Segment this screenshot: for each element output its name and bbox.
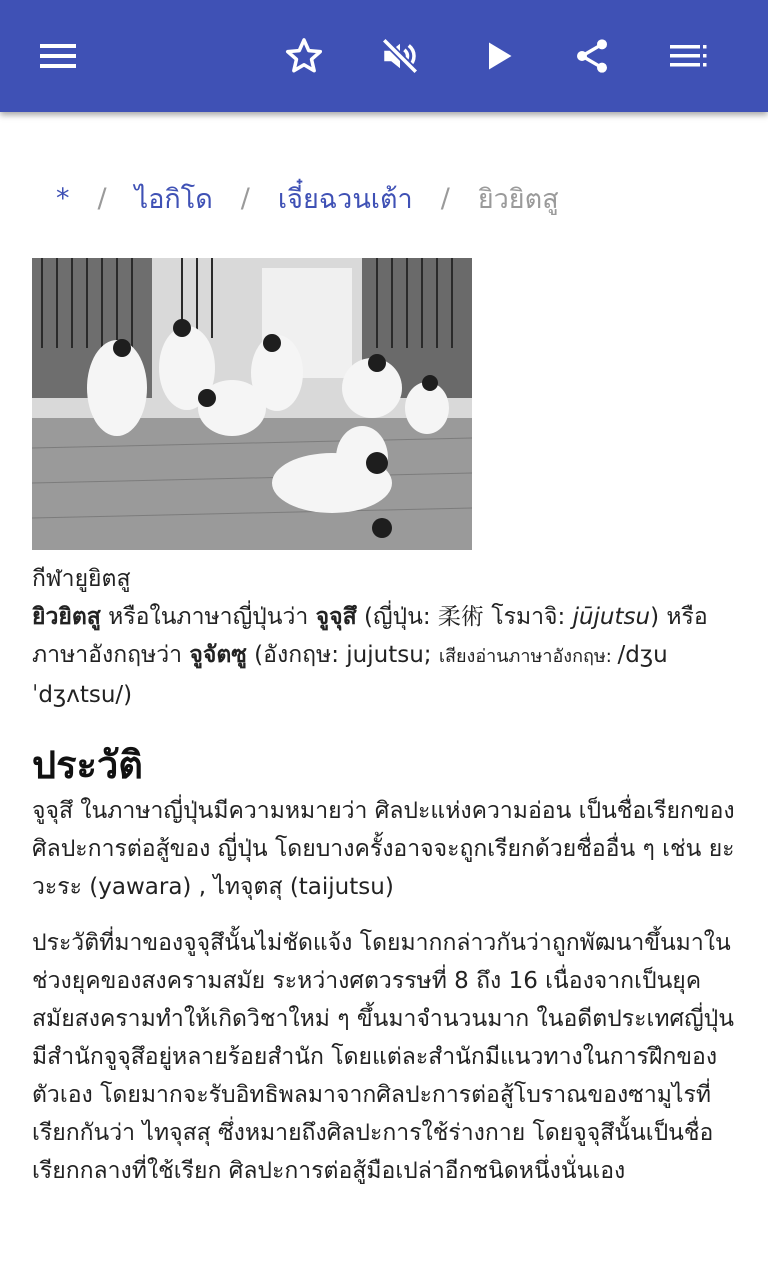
share-button[interactable] bbox=[566, 30, 618, 82]
intro-paragraph bbox=[32, 598, 742, 714]
star-icon bbox=[283, 35, 325, 77]
breadcrumb-current: ยิวยิตสู bbox=[477, 183, 559, 215]
intro-text: (ญี่ปุ่น: 柔術 โรมาจิ: bbox=[356, 604, 573, 630]
list-icon bbox=[668, 36, 708, 76]
mute-icon bbox=[379, 35, 421, 77]
term-jujutsu-th: จูจุสึ bbox=[315, 604, 357, 630]
breadcrumb-home[interactable]: * bbox=[56, 182, 70, 214]
bookmark-button[interactable] bbox=[278, 30, 330, 82]
menu-icon bbox=[36, 36, 76, 76]
mute-button[interactable] bbox=[374, 30, 426, 82]
article-image[interactable] bbox=[32, 258, 472, 550]
play-button[interactable] bbox=[472, 30, 524, 82]
image-caption: กีฬายูยิตสู bbox=[32, 566, 131, 592]
contents-button[interactable] bbox=[662, 30, 714, 82]
romaji-term: jūjutsu bbox=[572, 604, 651, 630]
history-paragraph: จูจุสึ ในภาษาญี่ปุ่นมีความหมายว่า ศิลปะแห่งความอ่อน เป็นชื่อเรียกของศิลปะการต่อสู้ของ ญี่ปุ่น โดยบางครั้งอาจจะถูกเรียกด้วยชื่ออื่น ๆ เช่น ยะวะระ (yawara) , ไทจุตสุ (taijutsu) bbox=[32, 798, 735, 900]
article-content bbox=[32, 560, 742, 1208]
history-paragraph: ประวัติที่มาของจูจุสึนั้นไม่ชัดแจ้ง โดยมากกล่าวกันว่าถูกพัฒนาขึ้นมาในช่วงยุคของสงครามสมัย ระหว่างศตวรรษที่ 8 ถึง 16 เนื่องจากเป็นยุคสมัยสงครามทำให้เกิดวิชาใหม่ ๆ ขึ้นมาจำนวนมาก ในอดีตประเทศญี่ปุ่นมีสำนักจูจุสึอยู่หลายร้อยสำนัก โดยแต่ละสำนักมีแนวทางในการฝึกของตัวเอง โดยมากจะรับอิทธิพลมาจากศิลปะการต่อสู้โบราณของซามูไรที่เรียกกันว่า ไทจุสสุ ซึ่งหมายถึงศิลปะการใช้ร่างกาย โดยจูจุสึนั้นเป็นชื่อเรียกกลางที่ใช้เรียก ศิลปะการต่อสู้มือเปล่าอีกชนิดหนึ่งนั่นเอง bbox=[32, 930, 734, 1184]
breadcrumb bbox=[56, 178, 559, 218]
intro-text: หรือในภาษาญี่ปุ่นว่า bbox=[100, 604, 316, 630]
breadcrumb-separator: / bbox=[440, 182, 450, 214]
pronunciation-label: เสียงอ่านภาษาอังกฤษ: bbox=[438, 646, 618, 667]
ipa-transcription: /dʒuˈdʒʌtsu/) bbox=[32, 642, 668, 708]
jujutsu-practice-photo bbox=[32, 258, 472, 550]
term-yiwyitsu: ยิวยิตสู bbox=[32, 604, 101, 630]
section-heading-history: ประวัติ bbox=[32, 743, 143, 787]
intro-text: (อังกฤษ: jujutsu; bbox=[246, 642, 439, 668]
app-bar bbox=[0, 0, 768, 112]
term-jujutsu-en: จูจัตซู bbox=[189, 642, 247, 668]
menu-button[interactable] bbox=[30, 30, 82, 82]
intro-text: ) หรือภาษาอังกฤษว่า bbox=[32, 604, 708, 668]
breadcrumb-separator: / bbox=[97, 182, 107, 214]
breadcrumb-separator: / bbox=[240, 182, 250, 214]
breadcrumb-jeet-kune-do[interactable]: เจี๋ยฉวนเต้า bbox=[277, 183, 413, 215]
breadcrumb-aikido[interactable]: ไอกิโด bbox=[134, 183, 213, 215]
play-icon bbox=[480, 38, 516, 74]
share-icon bbox=[572, 36, 612, 76]
